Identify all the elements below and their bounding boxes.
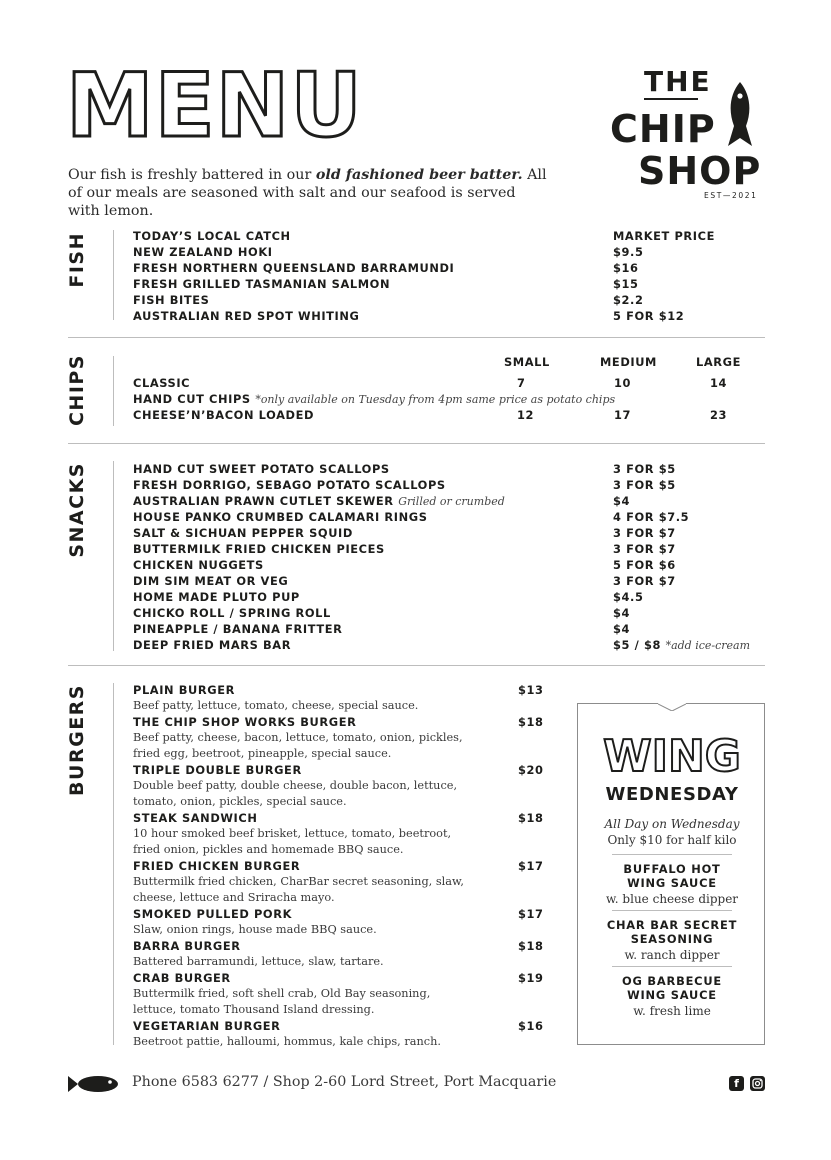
wing-tagline: All Day on Wednesday [604, 817, 740, 831]
burger-item-price: $18 [518, 811, 544, 825]
snack-item-price [613, 525, 676, 541]
logo-est: EST—2021 [704, 191, 758, 200]
logo-chip: CHIP [610, 107, 716, 151]
chips-item-name: HAND CUT CHIPS [133, 392, 251, 406]
sauce-2-line1: CHAR BAR SECRET [606, 918, 738, 932]
section-label-fish: FISH [66, 232, 88, 288]
wing-title: WING [603, 731, 741, 782]
snack-price-value: 4 FOR $7.5 [613, 510, 690, 524]
section-label-burgers: BURGERS [66, 684, 88, 796]
fish-item-price: 5 FOR $12 [613, 309, 685, 323]
snack-item-name: CHICKO ROLL / SPRING ROLL [133, 606, 331, 620]
chips-header-small: SMALL [504, 355, 550, 369]
snack-price-value: 5 FOR $6 [613, 558, 676, 572]
snack-price-value: 3 FOR $7 [613, 526, 676, 540]
chips-price-medium: 10 [614, 376, 632, 390]
chips-header-large: LARGE [696, 355, 741, 369]
snack-item-price [613, 477, 676, 493]
snack-item [133, 637, 291, 653]
burger-item-name: TRIPLE DOUBLE BURGER [133, 763, 302, 777]
box-notch [658, 697, 686, 711]
snack-item-name: HOUSE PANKO CRUMBED CALAMARI RINGS [133, 510, 428, 524]
wing-wednesday-box [577, 703, 765, 1045]
snack-price-value: 3 FOR $5 [613, 462, 676, 476]
snack-price-value: $4 [613, 622, 631, 636]
sauce-3-line1: OG BARBECUE [622, 974, 722, 988]
snack-item-price [613, 509, 689, 525]
fish-item-name: TODAY’S LOCAL CATCH [133, 229, 291, 243]
burger-item-desc: Slaw, onion rings, house made BBQ sauce. [133, 923, 377, 936]
snack-price-value: $4.5 [613, 590, 644, 604]
snack-price-value: 3 FOR $7 [613, 542, 676, 556]
burger-item-name: CRAB BURGER [133, 971, 231, 985]
snack-item-price [613, 493, 630, 509]
fish-item-price: $2.2 [613, 293, 644, 307]
chips-price-small: 12 [517, 408, 535, 422]
snack-item-price [613, 573, 676, 589]
snack-item-name: SALT & SICHUAN PEPPER SQUID [133, 526, 353, 540]
burger-item-name: VEGETARIAN BURGER [133, 1019, 281, 1033]
menu-title: MENU [66, 54, 363, 157]
sauce-3-dip: w. fresh lime [633, 1004, 711, 1018]
snack-price-value: 3 FOR $5 [613, 478, 676, 492]
wing-subtitle: WEDNESDAY [605, 784, 739, 805]
fish-logo-icon [726, 80, 754, 150]
snack-item [133, 461, 390, 477]
intro-emphasis: old fashioned beer batter. [315, 167, 523, 183]
snack-item [133, 493, 505, 510]
snack-item-name: FRESH DORRIGO, SEBAGO POTATO SCALLOPS [133, 478, 446, 492]
snack-item [133, 621, 342, 637]
chips-item-name: CHEESE’N’BACON LOADED [133, 408, 315, 422]
burger-item-desc: Battered barramundi, lettuce, slaw, tartare. [133, 955, 384, 968]
snack-item-price [613, 557, 676, 573]
burger-item-name: STEAK SANDWICH [133, 811, 258, 825]
sauce-2-line2: SEASONING [630, 932, 714, 946]
sauce-1-dip: w. blue cheese dipper [605, 892, 739, 906]
snack-item-name: AUSTRALIAN PRAWN CUTLET SKEWER [133, 494, 394, 508]
snack-price-note: *add ice-cream [665, 639, 751, 652]
chip-shop-logo [608, 62, 768, 202]
fish-item-name: AUSTRALIAN RED SPOT WHITING [133, 309, 360, 323]
snack-item-name: BUTTERMILK FRIED CHICKEN PIECES [133, 542, 385, 556]
intro-post: All of our meals are seasoned with salt and our seafood is served with lemon. [68, 167, 547, 219]
snack-item-note: Grilled or crumbed [398, 495, 505, 508]
snack-item-price [613, 605, 630, 621]
snack-item-name: DEEP FRIED MARS BAR [133, 638, 292, 652]
snack-item [133, 509, 428, 525]
chips-price-small: 7 [517, 376, 526, 390]
chips-item-name: CLASSIC [133, 376, 191, 390]
snack-item-name: PINEAPPLE / BANANA FRITTER [133, 622, 343, 636]
logo-the: THE [644, 65, 712, 98]
facebook-icon[interactable]: f [729, 1076, 744, 1091]
fish-item-price: $16 [613, 261, 639, 275]
burger-item-price: $19 [518, 971, 544, 985]
chips-item-note: *only available on Tuesday from 4pm same price as potato chips [255, 393, 616, 406]
snack-price-value: $4 [613, 606, 631, 620]
chips-item [133, 375, 190, 391]
chips-price-large: 14 [710, 376, 728, 390]
fish-item-name: FRESH GRILLED TASMANIAN SALMON [133, 277, 391, 291]
snack-item [133, 605, 331, 621]
burger-item-price: $18 [518, 939, 544, 953]
sauce-1-line1: BUFFALO HOT [623, 862, 721, 876]
fish-item-price: $15 [613, 277, 639, 291]
section-label-snacks: SNACKS [66, 462, 88, 558]
sauce-3-line2: WING SAUCE [627, 988, 717, 1002]
snack-item-price [613, 637, 750, 654]
logo-shop: SHOP [638, 149, 762, 193]
snack-item-name: HAND CUT SWEET POTATO SCALLOPS [133, 462, 390, 476]
burger-item-price: $17 [518, 859, 544, 873]
chips-item [133, 407, 314, 423]
snack-item [133, 477, 446, 493]
snack-item [133, 589, 300, 605]
burger-item-desc: Double beef patty, double cheese, double bacon, lettuce, tomato, onion, pickles, special sauce. [133, 779, 458, 808]
intro-pre: Our fish is freshly battered in our [68, 167, 316, 183]
snack-item-name: DIM SIM MEAT OR VEG [133, 574, 289, 588]
burger-item-price: $18 [518, 715, 544, 729]
chips-price-large: 23 [710, 408, 728, 422]
chips-price-medium: 17 [614, 408, 632, 422]
chips-header-medium: MEDIUM [600, 355, 657, 369]
sauce-1-line2: WING SAUCE [627, 876, 717, 890]
burger-item-name: BARRA BURGER [133, 939, 241, 953]
fish-item-name: NEW ZEALAND HOKI [133, 245, 273, 259]
burger-item-desc: Beef patty, lettuce, tomato, cheese, special sauce. [133, 699, 419, 712]
burger-item-desc: Beef patty, cheese, bacon, lettuce, tomato, onion, pickles, fried egg, beetroot, pineapple, special sauce. [133, 731, 463, 760]
fish-item-name: FRESH NORTHERN QUEENSLAND BARRAMUNDI [133, 261, 455, 275]
fish-item-price: MARKET PRICE [613, 229, 715, 243]
burger-item-name: SMOKED PULLED PORK [133, 907, 292, 921]
snack-item [133, 541, 385, 557]
fish-item-price: $9.5 [613, 245, 644, 259]
burger-item-price: $20 [518, 763, 544, 777]
snack-item [133, 573, 288, 589]
burger-item-price: $13 [518, 683, 544, 697]
snack-item-price [613, 589, 644, 605]
snack-item-price [613, 541, 676, 557]
instagram-icon[interactable] [750, 1076, 765, 1091]
sauce-2-dip: w. ranch dipper [624, 948, 720, 962]
burger-item-name: FRIED CHICKEN BURGER [133, 859, 301, 873]
wing-offer: Only $10 for half kilo [607, 833, 737, 847]
burger-item-name: PLAIN BURGER [133, 683, 235, 697]
snack-price-value: $4 [613, 494, 631, 508]
intro-text [68, 166, 548, 220]
snack-item-name: HOME MADE PLUTO PUP [133, 590, 300, 604]
snack-price-value: $5 / $8 [613, 638, 661, 652]
burger-item-desc: Buttermilk fried, soft shell crab, Old Bay seasoning, lettuce, tomato Thousand Island dressing. [133, 987, 431, 1016]
burger-item-price: $16 [518, 1019, 544, 1033]
burger-item-desc: Buttermilk fried chicken, CharBar secret seasoning, slaw, cheese, lettuce and Sriracha mayo. [133, 875, 464, 904]
burger-item-name: THE CHIP SHOP WORKS BURGER [133, 715, 357, 729]
snack-item [133, 557, 264, 573]
snack-item-price [613, 621, 630, 637]
burger-item-desc: Beetroot pattie, halloumi, hommus, kale chips, ranch. [133, 1035, 441, 1048]
chips-item [133, 391, 615, 408]
snack-item [133, 525, 353, 541]
burger-item-price: $17 [518, 907, 544, 921]
footer-contact: Phone 6583 6277 / Shop 2-60 Lord Street, Port Macquarie [132, 1074, 557, 1090]
section-label-chips: CHIPS [66, 354, 88, 427]
snack-item-name: CHICKEN NUGGETS [133, 558, 264, 572]
snack-item-price [613, 461, 676, 477]
burger-item-desc: 10 hour smoked beef brisket, lettuce, tomato, beetroot, fried onion, pickles and homemade BBQ sauce. [133, 827, 452, 856]
fish-item-name: FISH BITES [133, 293, 210, 307]
snack-price-value: 3 FOR $7 [613, 574, 676, 588]
fish-icon [68, 1075, 118, 1093]
